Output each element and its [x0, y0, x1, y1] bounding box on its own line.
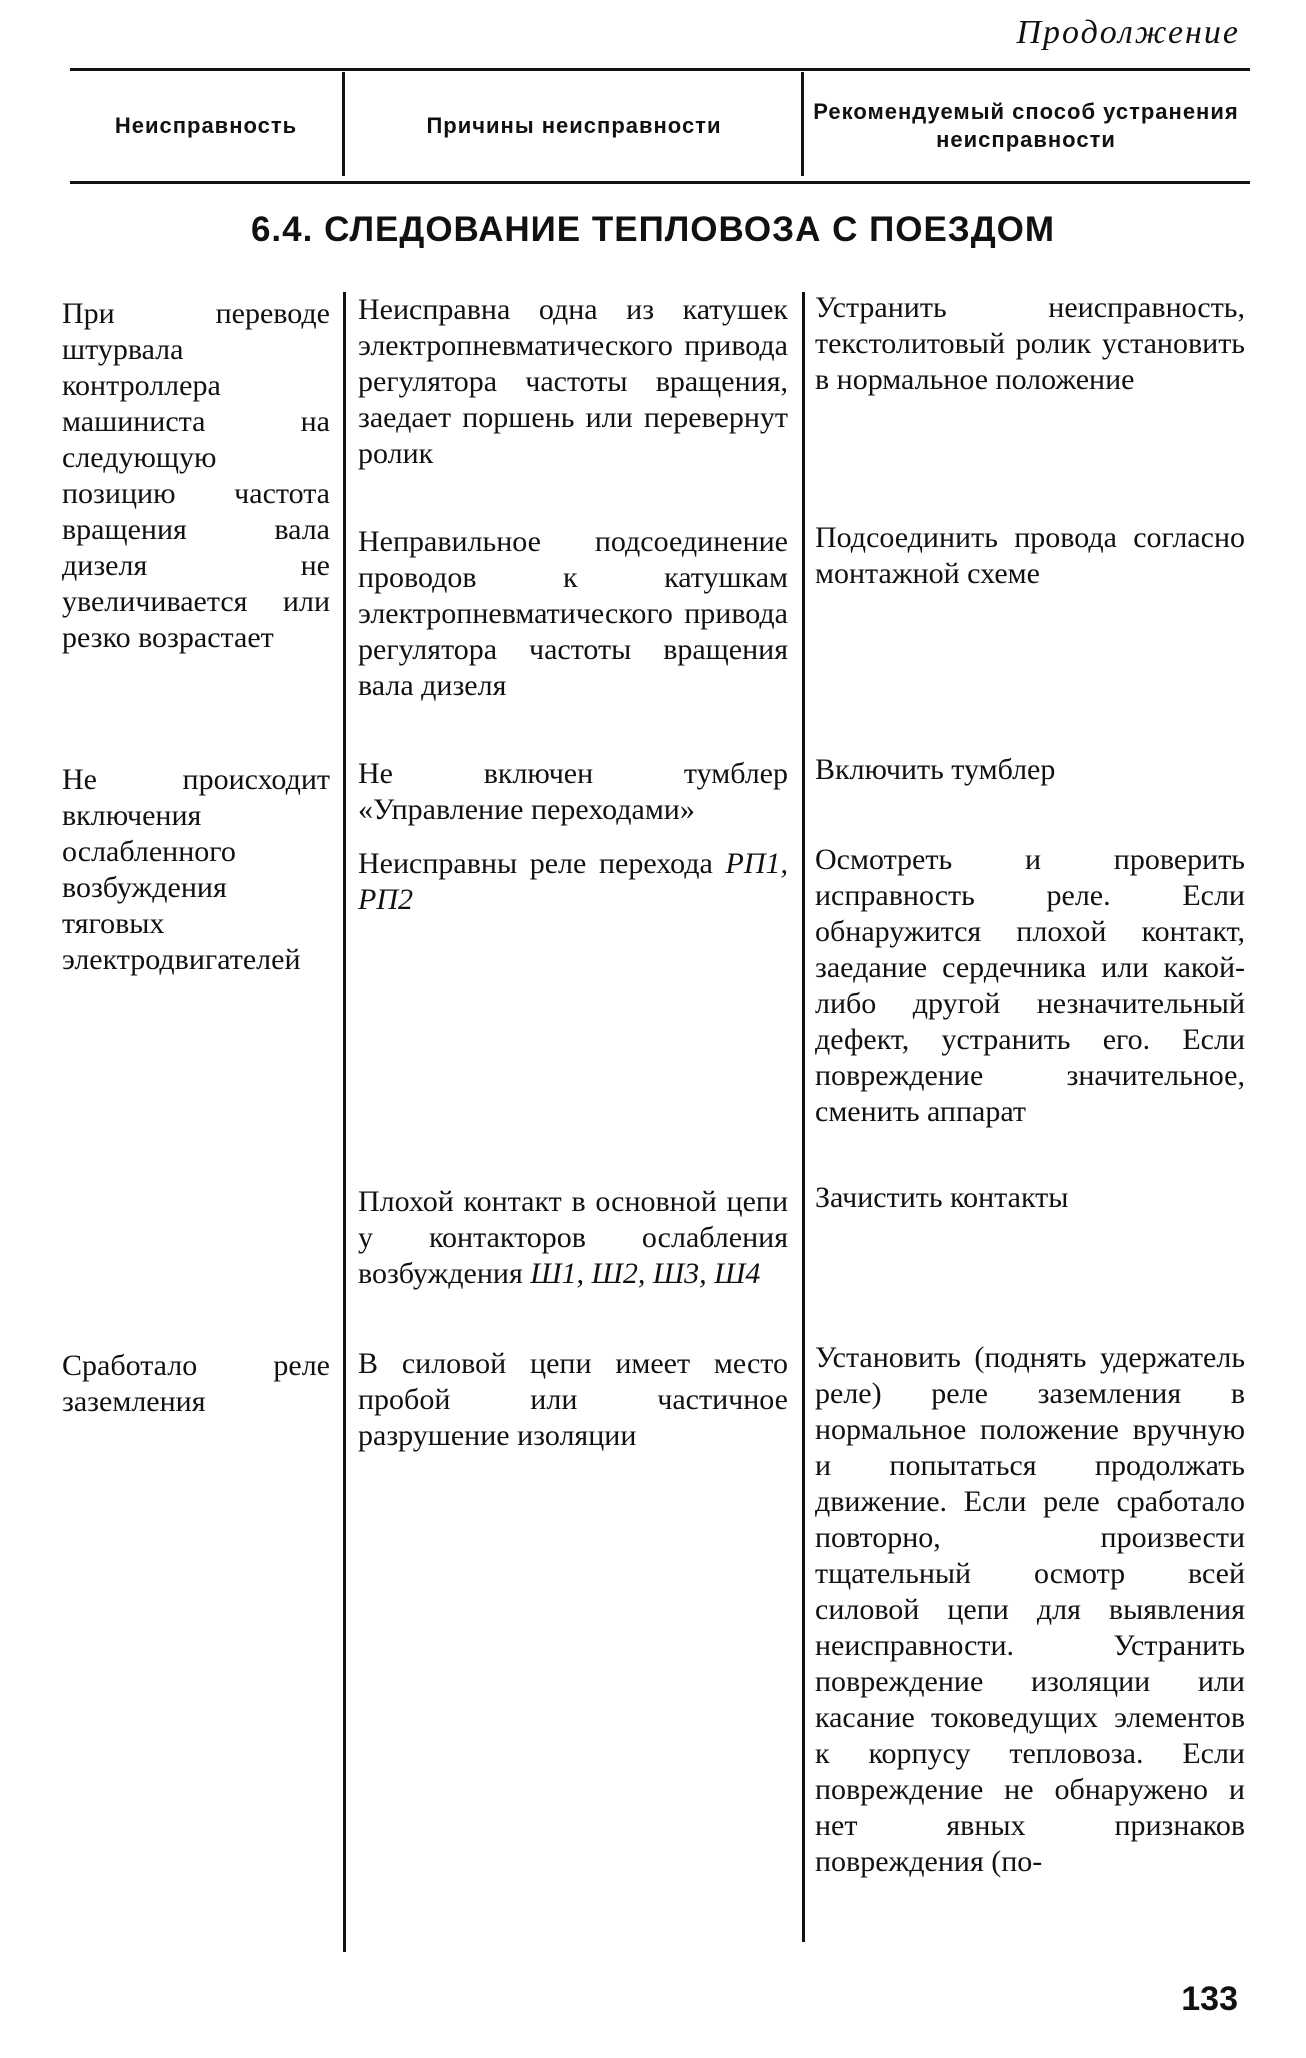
- remedy-2-1: Включить тумблер: [815, 753, 1056, 786]
- table-header: [70, 68, 1250, 184]
- fault-1: При переводе штурвала контроллера машиниста на следующую позицию частота вращения вала дизеля не увеличивается или резко возрастает: [62, 297, 330, 654]
- remedy-2-2: Осмотреть и проверить исправность реле. Если обнаружится плохой контакт, заедание сердечника или какой-либо другой незначительный дефект, устранить его. Если повреждение значительное, сменить аппарат: [815, 843, 1245, 1128]
- fault-2: Не происходит включения ослабленного возбуждения тяговых электродвигателей: [62, 763, 330, 976]
- page-number: 133: [1181, 1980, 1238, 2018]
- header-fault: Неисправность: [114, 113, 298, 138]
- cause-2-1: Не включен тумблер «Управление переходами»: [358, 757, 788, 826]
- body-divider-2: [802, 292, 805, 1942]
- header-divider-2: [801, 72, 804, 176]
- body-divider-1: [343, 292, 346, 1952]
- header-causes: Причины неисправности: [426, 113, 722, 138]
- section-title: 6.4. СЛЕДОВАНИЕ ТЕПЛОВОЗА С ПОЕЗДОМ: [250, 210, 1056, 249]
- continuation-label: Продолжение: [1016, 14, 1240, 51]
- remedy-1-2: Подсоединить провода согласно монтажной схеме: [815, 521, 1245, 590]
- cause-1-1: Неисправна одна из катушек электропневматического привода регулятора частоты вращения, заедает поршень или перевернут ролик: [358, 293, 788, 470]
- cause-2-3: [358, 1184, 788, 1292]
- remedy-2-3: Зачистить контакты: [815, 1181, 1069, 1214]
- cause-2-2-relays: РП1, РП2: [358, 847, 789, 916]
- cause-2-2-text: Неисправны реле перехода: [358, 847, 713, 880]
- cause-2-2: [358, 846, 788, 918]
- remedy-3-1: Установить (поднять удержатель реле) реле заземления в нормальное положение вручную и попытаться продолжать движение. Если реле сработало повторно, произвести тщательный осмотр всей силовой цепи для выявления неисправности. Устранить повреждение изоляции или касание токоведущих элементов к корпусу тепловоза. Если повреждение не обнаружено и нет явных признаков повреждения (по-: [815, 1341, 1245, 1878]
- cause-2-3-contactors: Ш1, Ш2, Ш3, Ш4: [530, 1257, 761, 1290]
- cause-1-2: Неправильное подсоединение проводов к катушкам электропневматического привода регулятора частоты вращения вала дизеля: [358, 525, 788, 702]
- cause-3-1: В силовой цепи имеет место пробой или частичное разрушение изоляции: [358, 1347, 788, 1452]
- fault-3: Сработало реле заземления: [62, 1349, 330, 1418]
- cause-2-3-text: Плохой контакт в основной цепи у контакторов ослабления возбуждения: [358, 1185, 788, 1290]
- remedy-1-1: Устранить неисправность, текстолитовый ролик установить в нормальное положение: [815, 291, 1245, 396]
- header-remedy: Рекомендуемый способ устранения неисправности: [813, 99, 1239, 152]
- header-divider-1: [342, 72, 345, 176]
